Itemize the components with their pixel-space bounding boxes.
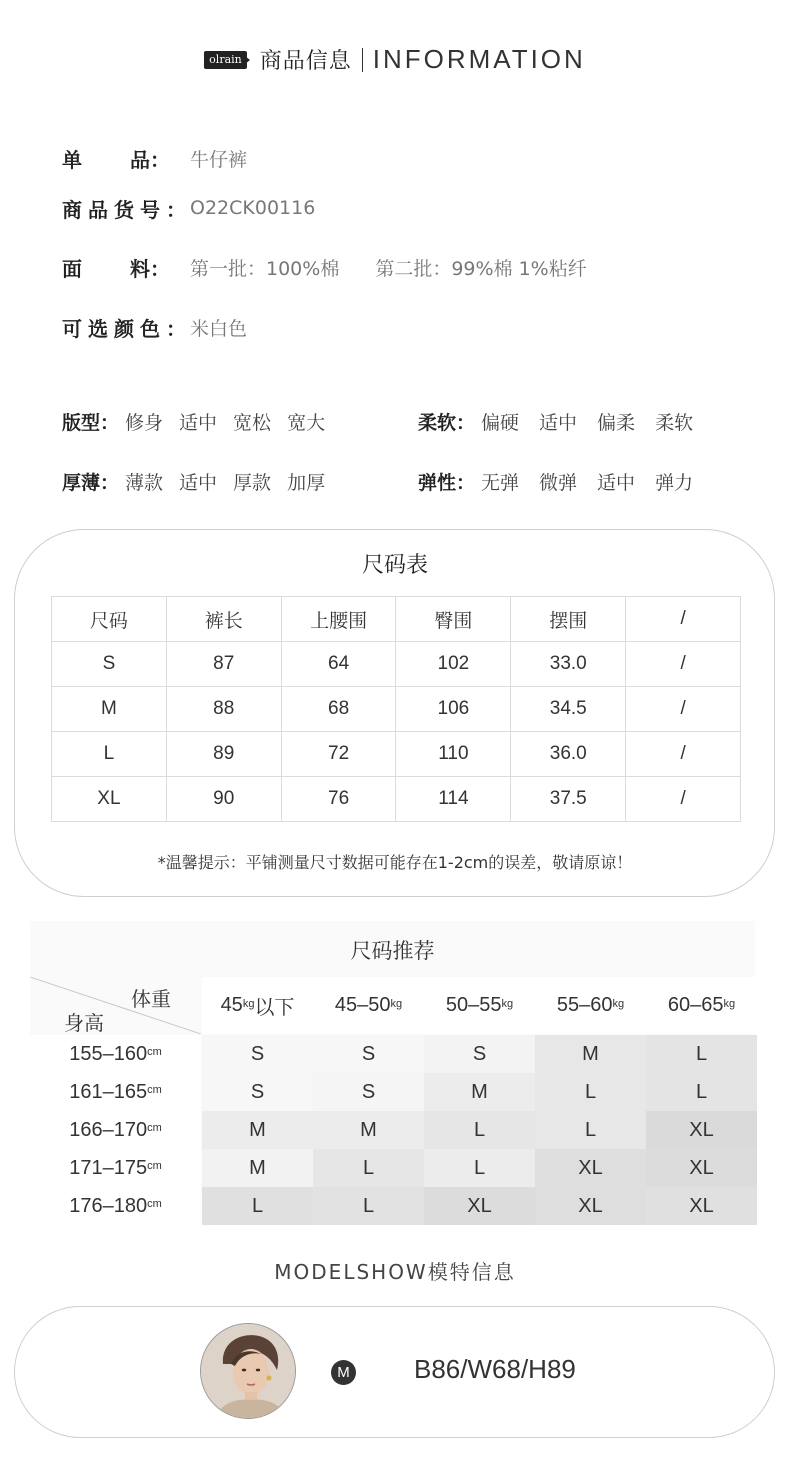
attribute-softness-option: 偏硬 xyxy=(481,411,520,434)
info-row-item xyxy=(62,144,247,172)
size-table-cell: / xyxy=(626,732,741,777)
size-chart-title: 尺码表 xyxy=(361,553,428,578)
info-row-fabric xyxy=(62,253,587,281)
attribute-fit-option: 宽松 xyxy=(233,411,272,434)
size-table-cell: 37.5 xyxy=(511,777,626,822)
attribute-thickness xyxy=(62,466,339,496)
weight-column-header xyxy=(424,977,535,1034)
info-label-fabric xyxy=(62,253,186,282)
recommend-cell: L xyxy=(646,1035,757,1073)
size-table-cell: 102 xyxy=(396,642,511,687)
weight-value: 45 xyxy=(220,994,243,1016)
attribute-softness-option: 偏柔 xyxy=(597,411,636,434)
height-row-header xyxy=(30,1111,201,1149)
size-table-row xyxy=(52,777,741,822)
info-label-char: 品 xyxy=(88,197,108,222)
height-row-header xyxy=(30,1035,201,1073)
info-label-sku xyxy=(62,194,186,223)
height-unit: cm xyxy=(147,1160,162,1172)
size-table-cell: 33.0 xyxy=(511,642,626,687)
recommend-cell: L xyxy=(202,1187,313,1225)
recommend-cell: XL xyxy=(646,1187,757,1225)
attribute-elasticity-option-selected: 适中 xyxy=(595,468,637,495)
size-table-header-cell: 臀围 xyxy=(396,597,511,642)
recommend-cell: L xyxy=(313,1187,424,1225)
model-size-badge: M xyxy=(331,1360,356,1385)
corner-height-label: 身高 xyxy=(64,1011,104,1035)
size-table-cell: 87 xyxy=(166,642,281,687)
info-value-fabric-1: 第一批：100%棉 xyxy=(190,257,340,280)
info-value-sku: O22CK00116 xyxy=(190,197,316,219)
info-label-char: 商 xyxy=(62,197,82,222)
size-table-header-cell: 尺码 xyxy=(52,597,167,642)
info-label-char: 料 xyxy=(130,256,150,281)
weight-unit: kg xyxy=(612,997,625,1010)
recommend-cell: XL xyxy=(424,1187,535,1225)
size-recommend-title: 尺码推荐 xyxy=(350,939,435,963)
attribute-fit-option: 宽大 xyxy=(287,411,326,434)
attribute-thickness-option: 加厚 xyxy=(287,471,326,494)
recommend-cell: S xyxy=(424,1035,535,1073)
info-row-sku xyxy=(62,194,315,222)
recommend-cell: M xyxy=(424,1073,535,1111)
size-table-cell: M xyxy=(52,687,167,732)
recommend-cell: L xyxy=(313,1149,424,1187)
info-label-item xyxy=(62,144,186,173)
recommend-cell: L xyxy=(646,1073,757,1111)
attribute-thickness-option-selected: 适中 xyxy=(177,468,219,495)
attribute-softness-option-selected: 适中 xyxy=(537,408,579,435)
recommend-cell: L xyxy=(424,1149,535,1187)
recommend-cell: S xyxy=(313,1073,424,1111)
size-table-cell: 88 xyxy=(166,687,281,732)
size-table-cell: 89 xyxy=(166,732,281,777)
recommend-cell: XL xyxy=(535,1149,646,1187)
weight-column-header xyxy=(313,977,424,1034)
info-label-colon: ： xyxy=(166,197,186,222)
info-label-char: 颜 xyxy=(114,316,134,341)
info-label-char: 色 xyxy=(140,316,160,341)
weight-value: 60–65 xyxy=(667,994,724,1016)
recommend-cell: M xyxy=(202,1111,313,1149)
size-table-cell: 90 xyxy=(166,777,281,822)
size-table-cell: 34.5 xyxy=(511,687,626,732)
info-label-char: 选 xyxy=(88,316,108,341)
info-row-color xyxy=(62,313,247,341)
size-table-cell: S xyxy=(52,642,167,687)
model-panel xyxy=(14,1306,775,1438)
info-label-char: 品 xyxy=(130,147,150,172)
height-value: 161–165 xyxy=(69,1080,148,1103)
attribute-fit-option: 修身 xyxy=(125,411,164,434)
height-unit: cm xyxy=(147,1198,162,1210)
model-measurements: B86/W68/H89 xyxy=(414,1354,576,1384)
info-value-fabric-2: 第二批：99%棉 1%粘纤 xyxy=(375,257,587,280)
recommend-cell: S xyxy=(202,1035,313,1073)
size-table-cell: / xyxy=(626,642,741,687)
height-unit: cm xyxy=(147,1046,162,1058)
weight-column-header xyxy=(646,977,757,1034)
weight-column-header xyxy=(535,977,646,1034)
recommend-cell: XL xyxy=(646,1149,757,1187)
weight-unit: kg xyxy=(242,997,255,1010)
info-value-item: 牛仔裤 xyxy=(190,148,248,171)
recommend-cell: S xyxy=(313,1035,424,1073)
recommend-cell: XL xyxy=(646,1111,757,1149)
recommend-cell: XL xyxy=(535,1187,646,1225)
attribute-softness xyxy=(418,406,711,436)
size-table-cell: 68 xyxy=(281,687,396,732)
attribute-softness-label: 柔软： xyxy=(418,411,476,434)
brand-logo-text: olrain xyxy=(209,53,242,66)
size-table-cell: 36.0 xyxy=(511,732,626,777)
attribute-elasticity-option: 微弹 xyxy=(539,471,578,494)
size-table-header-cell: 裤长 xyxy=(166,597,281,642)
model-portrait-icon xyxy=(201,1324,296,1419)
size-table-cell: / xyxy=(626,687,741,732)
size-table-cell: 106 xyxy=(396,687,511,732)
attribute-thickness-label: 厚薄： xyxy=(62,471,120,494)
header-divider xyxy=(362,48,363,72)
info-label-colon: ： xyxy=(150,256,170,281)
weight-unit: kg xyxy=(390,997,403,1010)
attribute-thickness-option: 厚款 xyxy=(233,471,272,494)
attribute-fit xyxy=(62,406,339,436)
brand-logo xyxy=(204,51,247,69)
size-table-cell: 72 xyxy=(281,732,396,777)
attribute-elasticity-option: 无弹 xyxy=(481,471,520,494)
weight-unit: kg xyxy=(723,997,736,1010)
height-row-header xyxy=(30,1187,201,1225)
height-value: 171–175 xyxy=(69,1156,148,1179)
recommend-cell: S xyxy=(202,1073,313,1111)
height-value: 155–160 xyxy=(69,1042,148,1065)
weight-value: 50–55 xyxy=(445,994,502,1016)
info-label-char: 货 xyxy=(114,197,134,222)
model-avatar xyxy=(200,1323,296,1419)
header-title-cn: 商品信息 xyxy=(259,49,352,74)
size-table-cell: L xyxy=(52,732,167,777)
height-unit: cm xyxy=(147,1084,162,1096)
attribute-thickness-option: 薄款 xyxy=(125,471,164,494)
attribute-fit-label: 版型： xyxy=(62,411,120,434)
size-recommend-corner xyxy=(30,977,201,1034)
recommend-cell: M xyxy=(313,1111,424,1149)
info-label-char: 可 xyxy=(62,316,82,341)
weight-value: 45–50 xyxy=(334,994,391,1016)
weight-unit: kg xyxy=(501,997,514,1010)
weight-value: 55–60 xyxy=(556,994,613,1016)
model-show-title: MODELSHOW模特信息 xyxy=(274,1260,516,1284)
attribute-fit-option-selected: 适中 xyxy=(177,408,219,435)
info-label-color xyxy=(62,313,186,342)
size-table-row xyxy=(52,687,741,732)
info-label-char: 单 xyxy=(62,147,82,172)
height-value: 176–180 xyxy=(69,1194,148,1217)
corner-diagonal-line xyxy=(30,977,201,1034)
size-table-row xyxy=(52,732,741,777)
attribute-elasticity-label: 弹性： xyxy=(418,471,476,494)
height-unit: cm xyxy=(147,1122,162,1134)
info-label-colon: ： xyxy=(166,316,186,341)
size-chart-note: *温馨提示：平铺测量尺寸数据可能存在1-2cm的误差，敬请原谅！ xyxy=(157,853,633,872)
height-row-header xyxy=(30,1073,201,1111)
info-value-color: 米白色 xyxy=(190,317,248,340)
size-table-cell: XL xyxy=(52,777,167,822)
section-header xyxy=(0,44,790,78)
play-arrow-icon xyxy=(245,56,250,64)
size-table-header-cell: / xyxy=(626,597,741,642)
info-label-char: 号 xyxy=(140,197,160,222)
size-chart-table xyxy=(51,596,741,822)
height-row-header xyxy=(30,1149,201,1187)
header-title-en: INFORMATION xyxy=(372,44,586,74)
size-table-header-cell: 摆围 xyxy=(511,597,626,642)
size-table-header-row xyxy=(52,597,741,642)
recommend-cell: L xyxy=(535,1111,646,1149)
size-table-row xyxy=(52,642,741,687)
recommend-cell: L xyxy=(424,1111,535,1149)
recommend-cell: L xyxy=(535,1073,646,1111)
attribute-elasticity-option: 弹力 xyxy=(655,471,694,494)
size-table-cell: / xyxy=(626,777,741,822)
weight-column-header xyxy=(202,977,313,1034)
size-table-cell: 114 xyxy=(396,777,511,822)
recommend-cell: M xyxy=(535,1035,646,1073)
attribute-elasticity xyxy=(418,466,711,496)
corner-weight-label: 体重 xyxy=(131,987,171,1011)
size-table-cell: 76 xyxy=(281,777,396,822)
weight-suffix: 以下 xyxy=(254,997,295,1019)
size-table-header-cell: 上腰围 xyxy=(281,597,396,642)
recommend-cell: M xyxy=(202,1149,313,1187)
attribute-softness-option: 柔软 xyxy=(655,411,694,434)
size-table-cell: 64 xyxy=(281,642,396,687)
info-label-colon: ： xyxy=(150,147,170,172)
height-value: 166–170 xyxy=(69,1118,148,1141)
size-table-cell: 110 xyxy=(396,732,511,777)
info-label-char: 面 xyxy=(62,256,82,281)
